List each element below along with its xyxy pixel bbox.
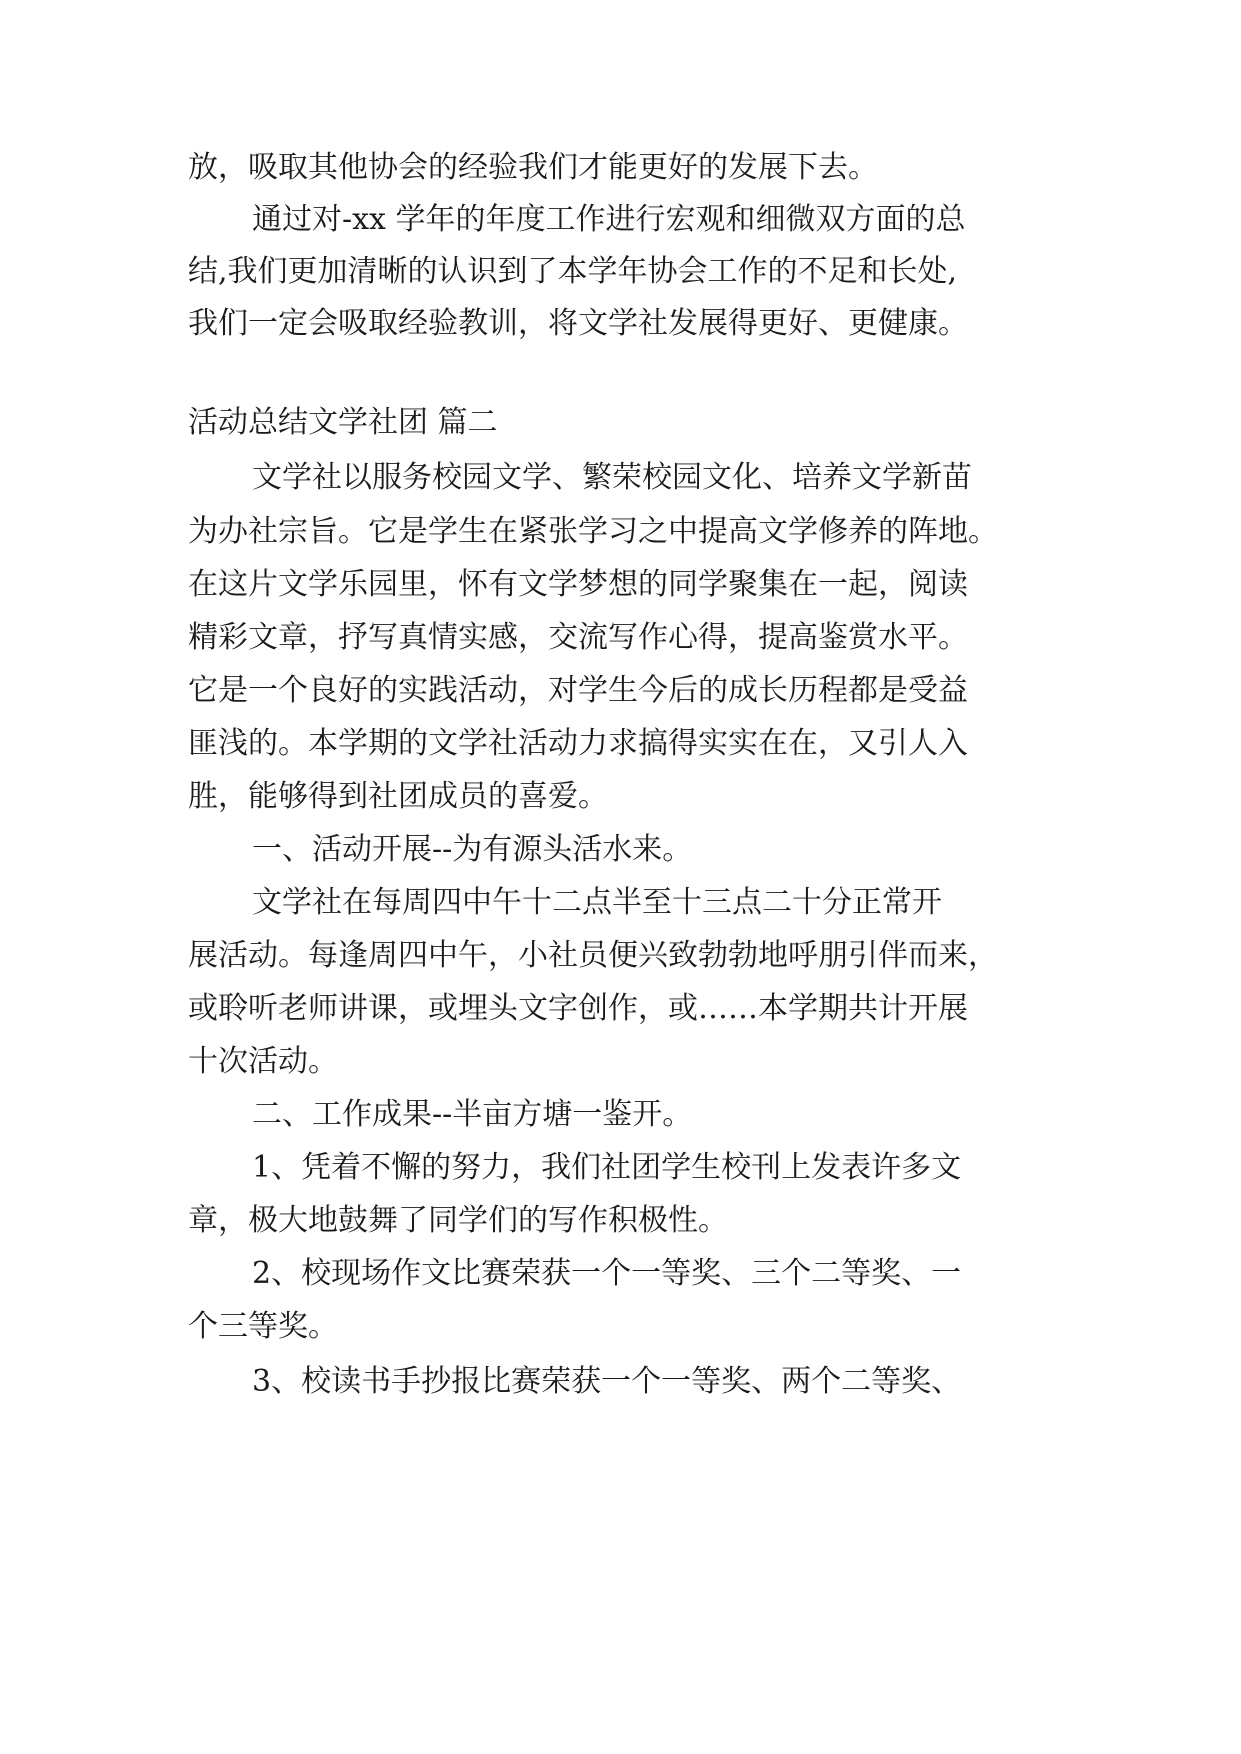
text-line: 结,我们更加清晰的认识到了本学年协会工作的不足和长处, [188, 254, 958, 289]
text-line: 我们一定会吸取经验教训，将文学社发展得更好、更健康。 [188, 306, 968, 341]
list-item: 1、凭着不懈的努力，我们社团学生校刊上发表许多文 [252, 1150, 962, 1185]
text-line: 展活动。每逢周四中午，小社员便兴致勃勃地呼朋引伴而来， [188, 938, 998, 973]
text-line: 精彩文章，抒写真情实感，交流写作心得，提高鉴赏水平。 [188, 620, 968, 655]
text-line: 个三等奖。 [188, 1309, 338, 1344]
subheading: 一、活动开展--为有源头活水来。 [252, 832, 693, 867]
list-item: 2、校现场作文比赛荣获一个一等奖、三个二等奖、一 [252, 1256, 962, 1291]
text-line: 章，极大地鼓舞了同学们的写作积极性。 [188, 1203, 728, 1238]
text-line: 通过对-xx 学年的年度工作进行宏观和细微双方面的总 [252, 202, 966, 237]
text-line: 匪浅的。本学期的文学社活动力求搞得实实在在，又引人入 [188, 726, 968, 761]
text-line: 为办社宗旨。它是学生在紧张学习之中提高文学修养的阵地。 [188, 514, 998, 549]
text-line: 在这片文学乐园里，怀有文学梦想的同学聚集在一起，阅读 [188, 567, 968, 602]
text-line: 或聆听老师讲课，或埋头文字创作，或……本学期共计开展 [188, 991, 968, 1026]
text-line: 文学社以服务校园文学、繁荣校园文化、培养文学新苗 [252, 460, 972, 495]
section-title: 活动总结文学社团 篇二 [188, 405, 498, 440]
text-line: 它是一个良好的实践活动，对学生今后的成长历程都是受益 [188, 673, 968, 708]
text-line: 十次活动。 [188, 1044, 338, 1079]
text-line: 胜，能够得到社团成员的喜爱。 [188, 779, 608, 814]
text-line: 文学社在每周四中午十二点半至十三点二十分正常开 [252, 885, 942, 920]
list-item: 3、校读书手抄报比赛荣获一个一等奖、两个二等奖、 [252, 1364, 962, 1399]
subheading: 二、工作成果--半亩方塘一鉴开。 [252, 1097, 693, 1132]
text-line: 放，吸取其他协会的经验我们才能更好的发展下去。 [188, 150, 878, 185]
